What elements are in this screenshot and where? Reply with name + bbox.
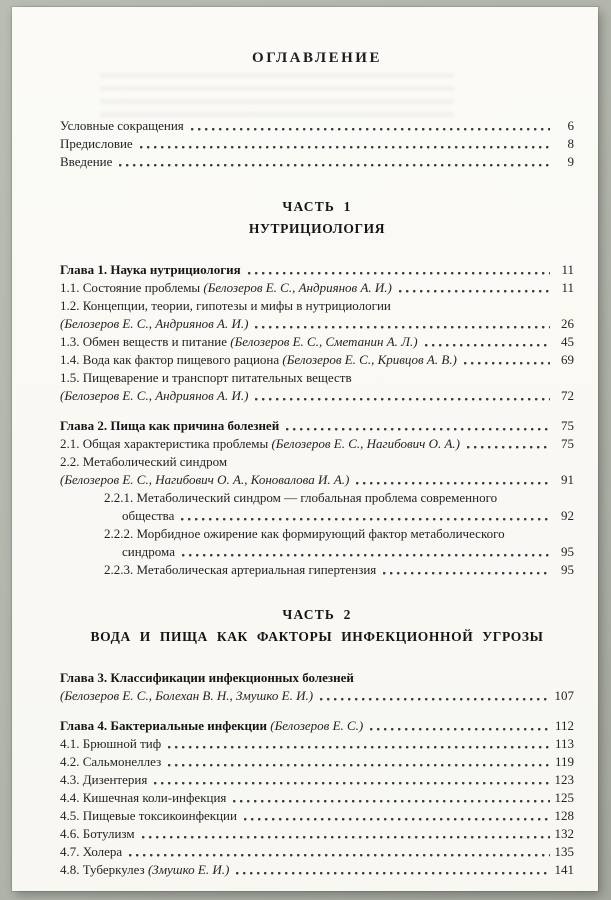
- toc-entry: [60, 753, 574, 771]
- toc-entry: [60, 861, 574, 879]
- page-number: 107: [554, 688, 574, 703]
- page-number: 6: [567, 118, 574, 133]
- toc-entry-text: 1.3. Обмен веществ и питание (Белозеров Е. С., Сметанин А. Л.): [60, 334, 418, 349]
- toc-entry-text: Условные сокращения: [60, 118, 184, 133]
- dot-leader: [318, 687, 550, 705]
- book-page: [12, 7, 598, 891]
- toc-entry: [60, 369, 574, 387]
- toc-entry: [60, 807, 574, 825]
- page-number: 91: [561, 472, 574, 487]
- dot-leader: [180, 543, 550, 561]
- dot-leader: [140, 825, 550, 843]
- dot-leader: [179, 507, 550, 525]
- toc-entry-text: 1.2. Концепции, теории, гипотезы и мифы в нутрициологии: [60, 298, 391, 313]
- toc-entry-text: Предисловие: [60, 136, 133, 151]
- page-number: 123: [554, 772, 574, 787]
- toc-entry-text: ВОДА И ПИЩА КАК ФАКТОРЫ ИНФЕКЦИОННОЙ УГРОЗЫ: [90, 629, 544, 644]
- toc-entry: [60, 543, 574, 561]
- toc-entry: [60, 789, 574, 807]
- toc-part-title: [60, 219, 574, 239]
- page-number: 72: [561, 388, 574, 403]
- toc-entry-text: синдрома: [122, 544, 175, 559]
- page-number: 128: [554, 808, 574, 823]
- dot-leader: [234, 861, 550, 879]
- table-of-contents: [60, 117, 574, 879]
- toc-chapter-heading: [60, 261, 574, 279]
- toc-entry: [60, 489, 574, 507]
- toc-entry-text: 1.4. Вода как фактор пищевого рациона (Белозеров Е. С., Кривцов А. В.): [60, 352, 457, 367]
- page-number: 141: [554, 862, 574, 877]
- toc-entry-text: 2.2. Метаболический синдром: [60, 454, 228, 469]
- dot-leader: [246, 261, 550, 279]
- toc-entry: [60, 333, 574, 351]
- toc-entry-text: 4.1. Брюшной тиф: [60, 736, 162, 751]
- page-number: 113: [554, 736, 574, 751]
- dot-leader: [465, 435, 550, 453]
- page-number: 75: [561, 436, 574, 451]
- toc-entry-text: 4.4. Кишечная коли-инфекция: [60, 790, 227, 805]
- toc-entry-text: Глава 1. Наука нутрициология: [60, 262, 241, 277]
- page-number: 11: [561, 280, 574, 295]
- toc-entry-text: НУТРИЦИОЛОГИЯ: [248, 221, 386, 236]
- toc-entry: [60, 471, 574, 489]
- toc-entry: [60, 135, 574, 153]
- toc-entry: [60, 387, 574, 405]
- dot-leader: [117, 153, 550, 171]
- toc-entry-text: (Белозеров Е. С., Болехан В. Н., Змушко Е. И.): [60, 688, 314, 703]
- dot-leader: [354, 471, 550, 489]
- dot-leader: [423, 333, 550, 351]
- toc-chapter-heading: [60, 717, 574, 735]
- dot-leader: [368, 717, 550, 735]
- toc-entry-text: 4.8. Туберкулез (Змушко Е. И.): [60, 862, 230, 877]
- toc-entry: [60, 453, 574, 471]
- toc-part-label: [60, 605, 574, 625]
- toc-entry-text: 1.5. Пищеварение и транспорт питательных веществ: [60, 370, 352, 385]
- toc-entry-text: 2.1. Общая характеристика проблемы (Белозеров Е. С., Нагибович О. А.): [60, 436, 460, 451]
- toc-entry-text: Глава 4. Бактериальные инфекции (Белозеров Е. С.): [60, 718, 364, 733]
- dot-leader: [397, 279, 550, 297]
- page-number: 112: [554, 718, 574, 733]
- toc-part-label: [60, 197, 574, 217]
- toc-entry: [60, 351, 574, 369]
- dot-leader: [166, 753, 550, 771]
- page-number: 135: [554, 844, 574, 859]
- toc-entry-text: ЧАСТЬ 2: [282, 607, 352, 622]
- toc-entry-text: 4.2. Сальмонеллез: [60, 754, 162, 769]
- toc-entry-text: ЧАСТЬ 1: [282, 199, 352, 214]
- dot-leader: [127, 843, 550, 861]
- toc-entry-text: (Белозеров Е. С., Андриянов А. И.): [60, 388, 249, 403]
- toc-chapter-heading: [60, 417, 574, 435]
- page-number: 9: [567, 154, 574, 169]
- toc-entry-text: Глава 2. Пища как причина болезней: [60, 418, 280, 433]
- toc-entry-text: общества: [122, 508, 175, 523]
- toc-part-title: [60, 627, 574, 647]
- toc-entry-text: 4.6. Ботулизм: [60, 826, 135, 841]
- toc-entry: [60, 315, 574, 333]
- dot-leader: [381, 561, 550, 579]
- dot-leader: [284, 417, 550, 435]
- dot-leader: [231, 789, 550, 807]
- page-number: 8: [567, 136, 574, 151]
- toc-entry-text: 4.7. Холера: [60, 844, 123, 859]
- dot-leader: [253, 315, 550, 333]
- toc-entry: [60, 297, 574, 315]
- dot-leader: [462, 351, 550, 369]
- dot-leader: [152, 771, 550, 789]
- page-number: 132: [554, 826, 574, 841]
- toc-entry: [60, 771, 574, 789]
- toc-entry: [60, 435, 574, 453]
- toc-entry-text: 4.5. Пищевые токсикоинфекции: [60, 808, 237, 823]
- page-number: 26: [561, 316, 574, 331]
- toc-entry: [60, 525, 574, 543]
- toc-entry: [60, 507, 574, 525]
- toc-entry-text: Введение: [60, 154, 113, 169]
- page-number: 75: [561, 418, 574, 433]
- dot-leader: [253, 387, 550, 405]
- page-number: 119: [554, 754, 574, 769]
- toc-entry: [60, 279, 574, 297]
- toc-entry-text: 2.2.1. Метаболический синдром — глобальная проблема современного: [104, 490, 498, 505]
- dot-leader: [189, 117, 550, 135]
- page-number: 95: [561, 544, 574, 559]
- page-number: 95: [561, 562, 574, 577]
- dot-leader: [242, 807, 550, 825]
- page-number: 45: [561, 334, 574, 349]
- dot-leader: [166, 735, 550, 753]
- toc-entry: [60, 561, 574, 579]
- toc-entry: [60, 153, 574, 171]
- toc-entry-text: (Белозеров Е. С., Нагибович О. А., Коновалова И. А.): [60, 472, 350, 487]
- page-number: 11: [561, 262, 574, 277]
- toc-entry-text: Глава 3. Классификации инфекционных болезней: [60, 670, 354, 685]
- dot-leader: [138, 135, 550, 153]
- page-number: 69: [561, 352, 574, 367]
- page-number: 125: [554, 790, 574, 805]
- toc-chapter-heading: [60, 669, 574, 687]
- page-number: 92: [561, 508, 574, 523]
- page-title: ОГЛАВЛЕНИЕ: [252, 50, 382, 66]
- toc-entry-text: 2.2.3. Метаболическая артериальная гипертензия: [104, 562, 377, 577]
- toc-entry-text: (Белозеров Е. С., Андриянов А. И.): [60, 316, 249, 331]
- toc-entry: [60, 117, 574, 135]
- toc-entry-text: 1.1. Состояние проблемы (Белозеров Е. С., Андриянов А. И.): [60, 280, 392, 295]
- toc-entry: [60, 825, 574, 843]
- toc-entry: [60, 843, 574, 861]
- toc-entry: [60, 687, 574, 705]
- toc-entry-text: 4.3. Дизентерия: [60, 772, 148, 787]
- toc-entry: [60, 735, 574, 753]
- toc-entry-text: 2.2.2. Морбидное ожирение как формирующий фактор метаболического: [104, 526, 505, 541]
- bleed-through-texture: [100, 73, 454, 117]
